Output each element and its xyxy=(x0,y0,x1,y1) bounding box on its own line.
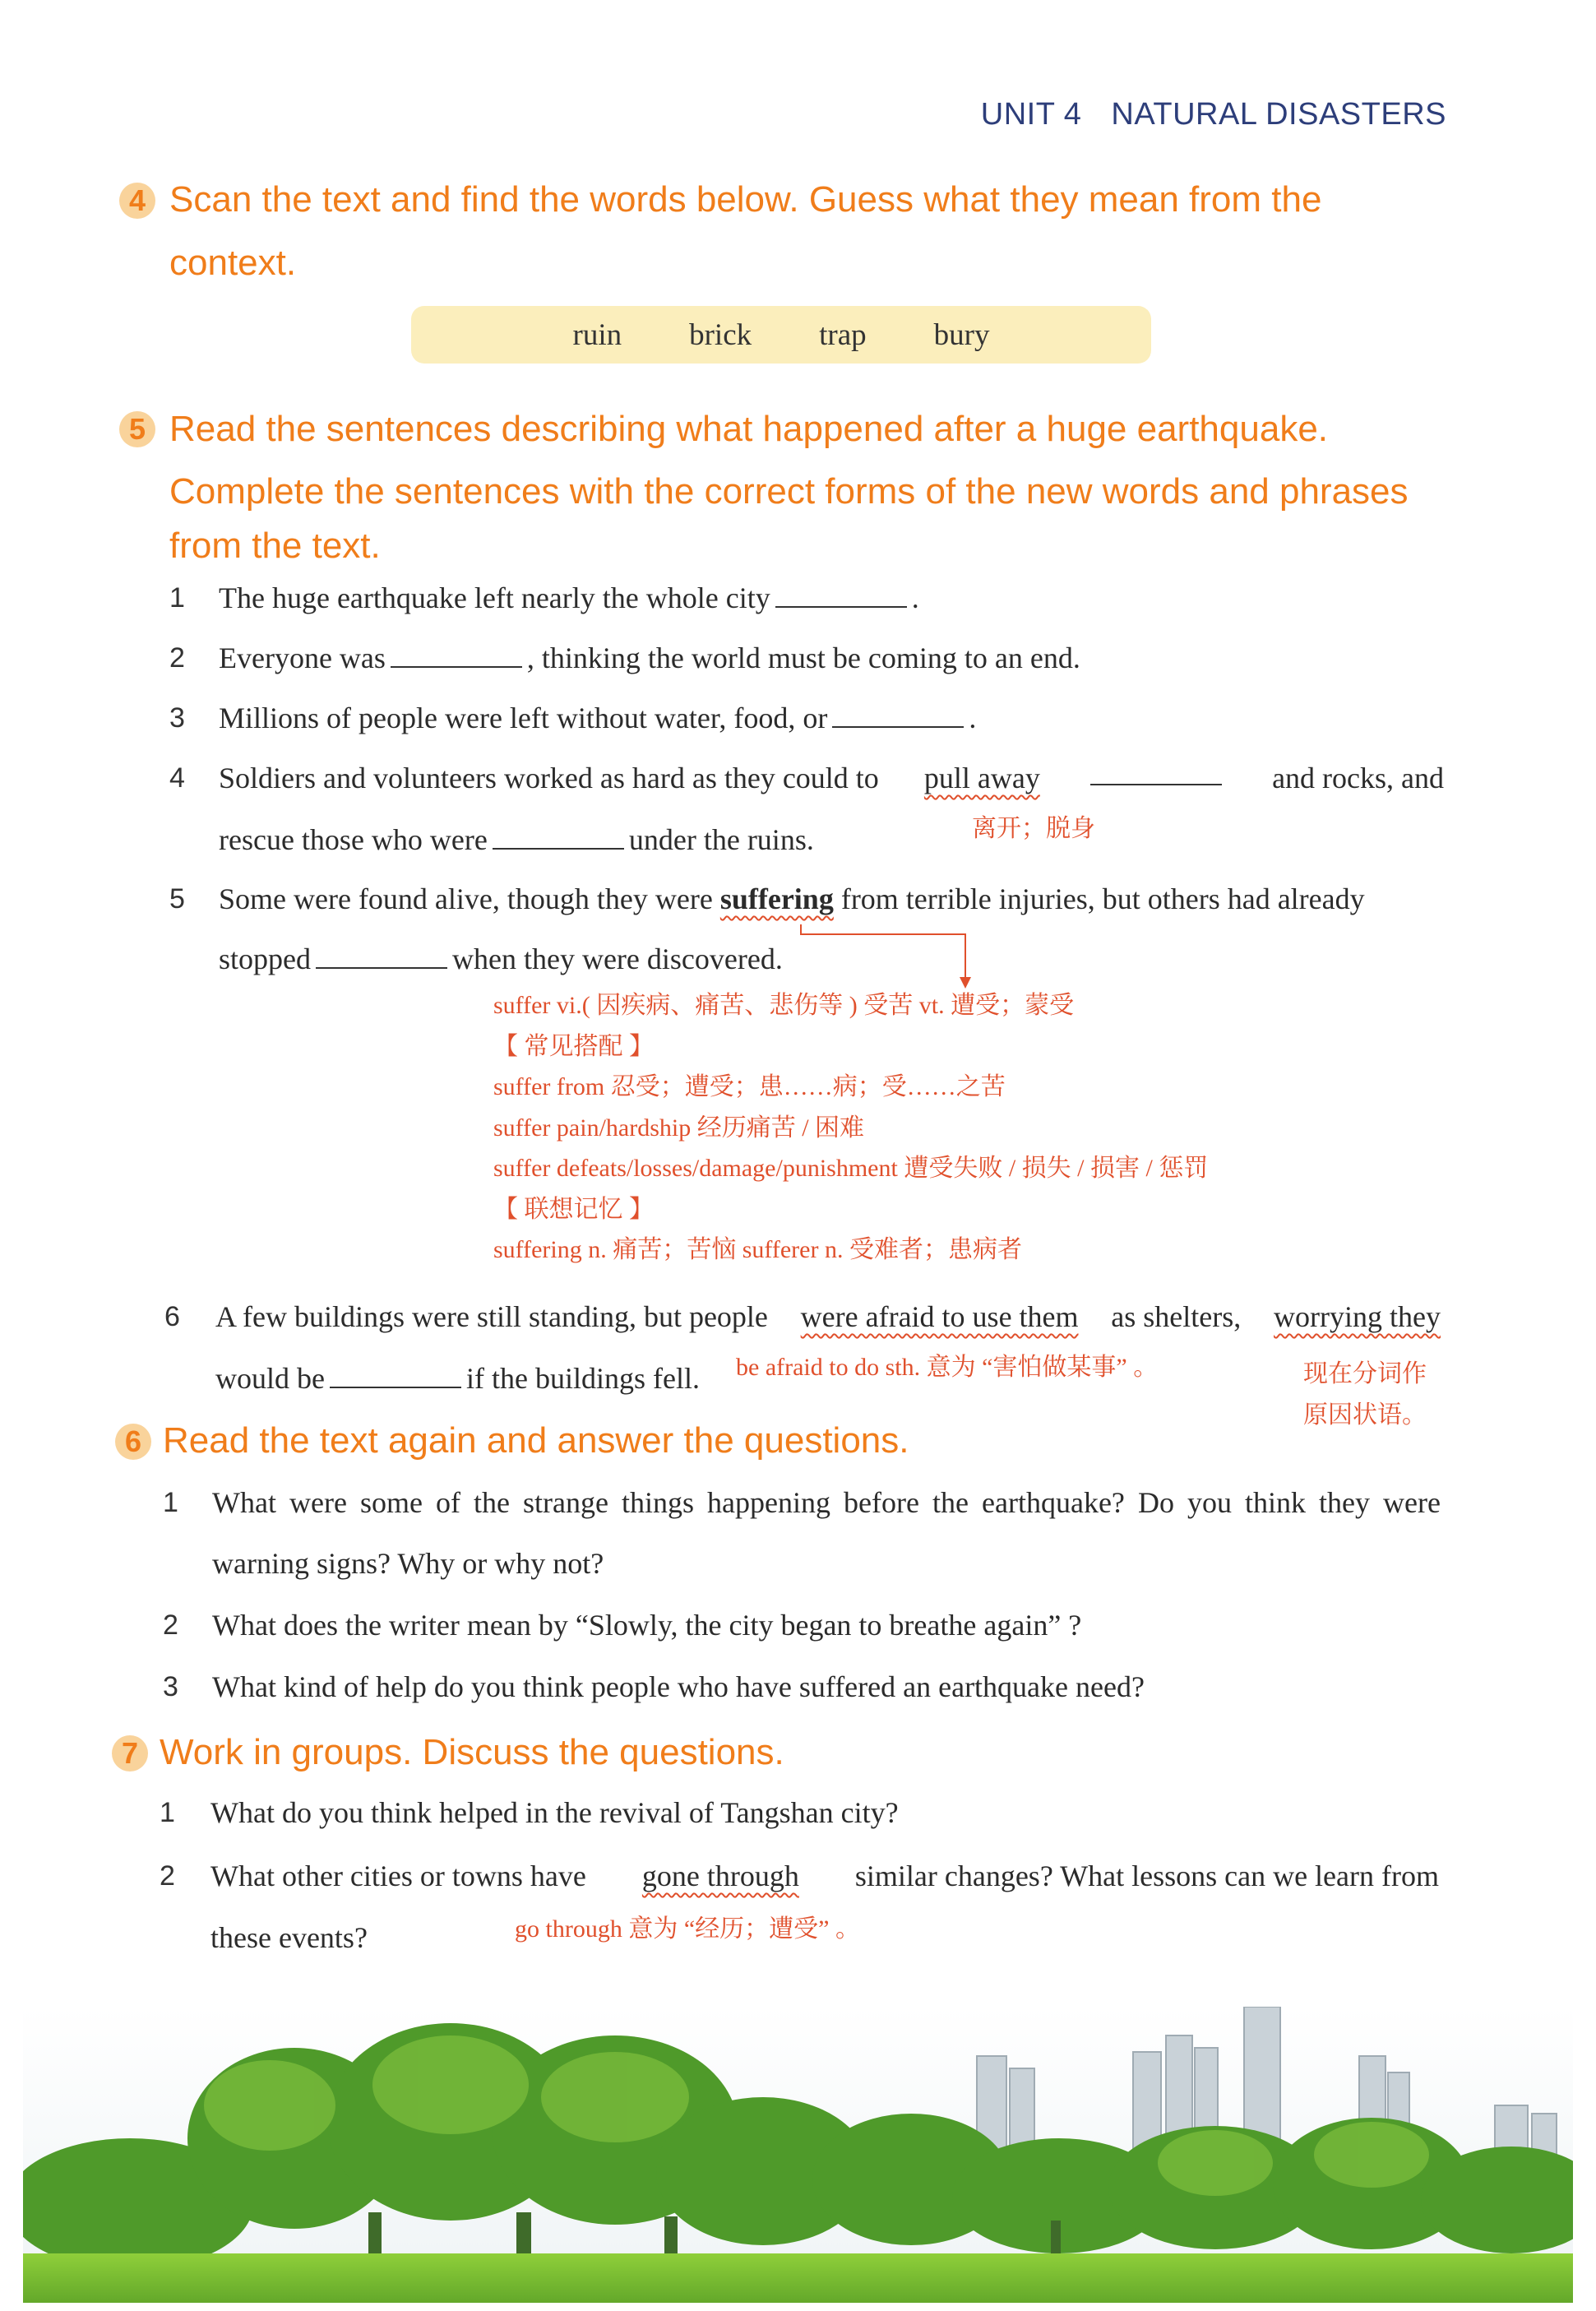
note-pull-away: 离开；脱身 xyxy=(972,815,1095,842)
item-number: 2 xyxy=(160,1860,175,1892)
item-number: 3 xyxy=(169,702,185,734)
item-number: 4 xyxy=(169,762,185,794)
word-trap: trap xyxy=(819,317,867,352)
page-header xyxy=(981,97,1446,132)
question-7-2-line2: these events? xyxy=(210,1921,368,1954)
suffer-note-line: suffer vi.( 因疾病、痛苦、悲伤等 ) 受苦 vt. 遭受；蒙受 xyxy=(493,992,1075,1019)
sentence-1: The huge earthquake left nearly the whole city . xyxy=(219,581,919,614)
annotation-arrow xyxy=(789,923,978,990)
answer-blank[interactable] xyxy=(832,703,964,728)
sentence-3: Millions of people were left without water, food, or . xyxy=(219,702,977,734)
item-number: 1 xyxy=(160,1797,175,1828)
park-skyline-photo xyxy=(23,2007,1573,2303)
task7-number-badge: 7 xyxy=(112,1735,148,1771)
task4-instruction-line1: Scan the text and find the words below. Guess what they mean from the xyxy=(169,179,1322,220)
suffer-note-line: 【 联想记忆 】 xyxy=(493,1195,654,1223)
phrase-worrying: worrying they xyxy=(1274,1300,1441,1333)
question-6-3: What kind of help do you think people who have suffered an earthquake need? xyxy=(212,1670,1145,1703)
note-be-afraid: be afraid to do sth. 意为 “害怕做某事” 。 xyxy=(736,1354,1159,1381)
question-6-1-line1: What were some of the strange things happening before the earthquake? Do you think they were xyxy=(212,1486,1441,1519)
task6-number-badge: 6 xyxy=(115,1424,151,1460)
answer-blank[interactable] xyxy=(775,583,907,608)
phrase-pull-away: pull away xyxy=(923,762,1040,794)
word-brick: brick xyxy=(689,317,752,352)
task5-instruction-line1: Read the sentences describing what happened after a huge earthquake. xyxy=(169,409,1329,449)
word-box xyxy=(411,306,1151,364)
suffer-note-line: suffer pain/hardship 经历痛苦 / 困难 xyxy=(493,1114,865,1142)
question-6-1-line2: warning signs? Why or why not? xyxy=(212,1547,604,1580)
item-number: 5 xyxy=(169,883,185,915)
question-7-1: What do you think helped in the revival of Tangshan city? xyxy=(210,1796,899,1829)
item-number: 2 xyxy=(163,1609,178,1641)
unit-title: NATURAL DISASTERS xyxy=(1111,97,1446,132)
phrase-gone-through: gone through xyxy=(641,1859,799,1892)
suffer-note-line: 【 常见搭配 】 xyxy=(493,1032,654,1060)
task5-instruction-line2: Complete the sentences with the correct forms of the new words and phrases xyxy=(169,471,1409,512)
sentence-2: Everyone was , thinking the world must be coming to an end. xyxy=(219,641,1080,674)
sentence-4-line1: Soldiers and volunteers worked as hard as they could to pull away and rocks, and xyxy=(219,762,1444,794)
answer-blank[interactable] xyxy=(330,1364,461,1388)
photo-illustration xyxy=(23,2007,1573,2303)
phrase-were-afraid: were afraid to use them xyxy=(800,1300,1079,1333)
item-number: 2 xyxy=(169,642,185,674)
item-number: 6 xyxy=(164,1301,180,1332)
answer-blank[interactable] xyxy=(1090,761,1222,785)
task5-instruction-line3: from the text. xyxy=(169,526,381,566)
answer-blank[interactable] xyxy=(316,944,447,969)
word-suffering: suffering xyxy=(719,882,834,915)
sentence-5-line1: Some were found alive, though they were suffering from terrible injuries, but others had already xyxy=(219,882,1365,915)
item-number: 1 xyxy=(163,1487,178,1518)
sentence-4-line2: rescue those who were under the ruins. xyxy=(219,823,814,856)
answer-blank[interactable] xyxy=(493,825,624,850)
question-7-2-line1: What other cities or towns have gone through similar changes? What lessons can we learn from xyxy=(210,1859,1439,1892)
note-participle-1: 现在分词作 xyxy=(1303,1360,1427,1387)
sentence-5-line2: stopped when they were discovered. xyxy=(219,942,783,975)
suffer-note-line: suffering n. 痛苦；苦恼 sufferer n. 受难者；患病者 xyxy=(493,1236,1022,1263)
suffer-note-line: suffer from 忍受；遭受；患……病；受……之苦 xyxy=(493,1073,1006,1100)
task6-title: Read the text again and answer the questions. xyxy=(163,1420,909,1461)
sentence-6-line2: would be if the buildings fell. xyxy=(215,1362,700,1395)
note-participle-2: 原因状语。 xyxy=(1303,1401,1427,1429)
suffer-notes xyxy=(493,985,1208,1271)
question-6-2: What does the writer mean by “Slowly, the city began to breathe again” ? xyxy=(212,1609,1082,1642)
sentence-6-line1: A few buildings were still standing, but people were afraid to use them as shelters, worrying they xyxy=(215,1300,1441,1333)
task4-instruction-line2: context. xyxy=(169,243,297,283)
unit-label: UNIT 4 xyxy=(980,97,1082,132)
task4-number-badge: 4 xyxy=(119,183,155,219)
answer-blank[interactable] xyxy=(391,643,522,668)
item-number: 1 xyxy=(169,582,185,614)
item-number: 3 xyxy=(163,1671,178,1702)
suffer-note-line: suffer defeats/losses/damage/punishment 遭受失败 / 损失 / 损害 / 惩罚 xyxy=(493,1155,1209,1182)
word-ruin: ruin xyxy=(572,317,622,352)
note-go-through: go through 意为 “经历；遭受” 。 xyxy=(515,1915,860,1943)
task7-title: Work in groups. Discuss the questions. xyxy=(160,1732,784,1772)
task5-number-badge: 5 xyxy=(119,411,155,447)
word-bury: bury xyxy=(933,317,990,352)
